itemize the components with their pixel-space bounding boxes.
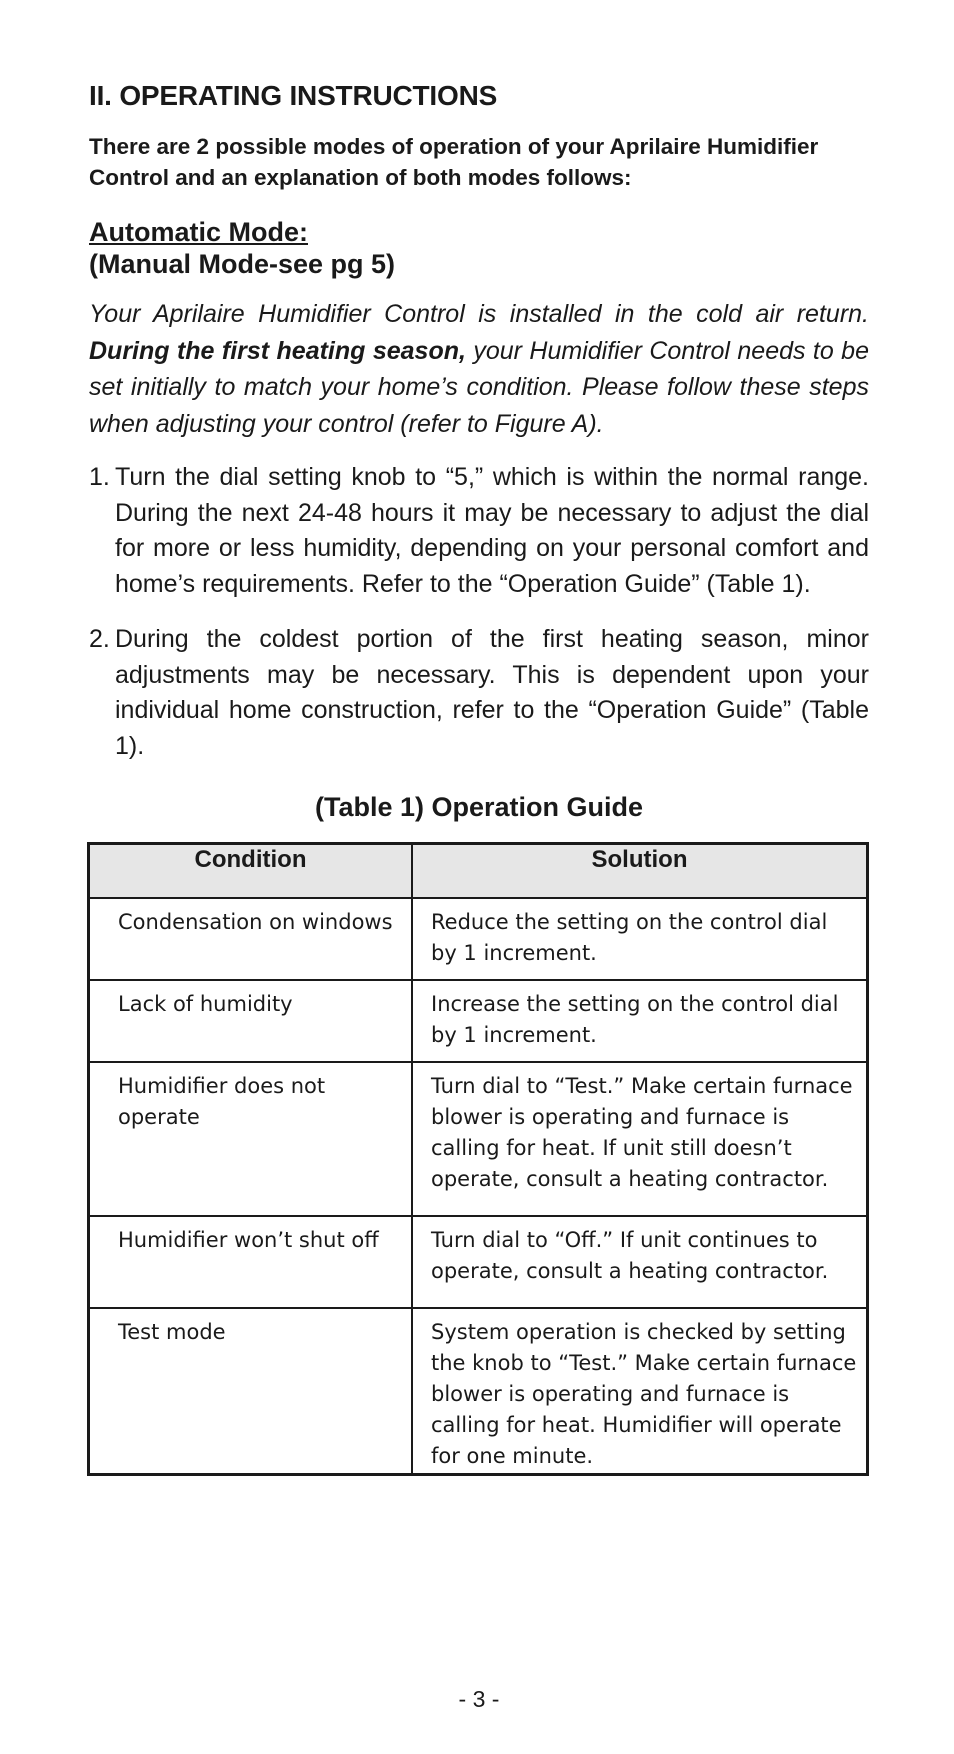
step-text: Turn the dial setting knob to “5,” which is within the normal range. During the next 24-48 hours it may be necessary to adjust the dial for more or less humidity, depending on your personal comfort and home’s requirements. Refer to the “Operation Guide” (Table 1). [115,463,869,598]
condition-cell: Test mode [89,1308,413,1475]
lead-bold-text: During the first heating season, [89,336,466,365]
condition-cell: Condensation on windows [89,898,413,980]
steps-list [89,460,869,784]
table-row [89,1308,868,1475]
intro-paragraph: There are 2 possible modes of operation of your Aprilaire Humidifier Control and an explanation of both modes follows: [89,134,819,190]
lead-text-2: your Humidifier Control needs to be set initially to match your home’s condition. Please follow these steps when adjusting your control (refer to Figure A). [89,336,869,438]
step-item [89,460,869,602]
step-item [89,622,869,764]
step-number: 1. [89,463,110,491]
table-title: (Table 1) Operation Guide [314,792,644,822]
manual-mode-reference: (Manual Mode-see pg 5) [89,249,396,279]
table-row [89,1216,868,1308]
table-row [89,1062,868,1216]
solution-cell: System operation is checked by setting the knob to “Test.” Make certain furnace blower is operating and furnace is calling for heat. Humidifier will operate for one minute. [412,1308,868,1475]
lead-text-1: Your Aprilaire Humidifier Control is installed in the cold air return. [89,300,869,328]
solution-cell: Turn dial to “Off.” If unit continues to operate, consult a heating contractor. [412,1216,868,1308]
condition-cell: Humidifier won’t shut off [89,1216,413,1308]
table-row [89,980,868,1062]
step-text: During the coldest portion of the first heating season, minor adjustments may be necessary. This is dependent upon your individual home construction, refer to the “Operation Guide” (Table 1). [115,625,869,760]
mode-heading-block [89,216,395,280]
solution-cell: Increase the setting on the control dial by 1 increment. [412,980,868,1062]
page-number: - 3 - [458,1686,500,1712]
automatic-mode-heading: Automatic Mode: [89,217,308,247]
operation-guide-table [87,842,869,1476]
step-number: 2. [89,625,110,653]
header-condition: Condition [89,844,413,899]
solution-cell: Turn dial to “Test.” Make certain furnace blower is operating and furnace is calling for heat. If unit still doesn’t operate, consult a heating contractor. [412,1062,868,1216]
header-solution: Solution [412,844,868,899]
condition-cell: Lack of humidity [89,980,413,1062]
section-title: II. OPERATING INSTRUCTIONS [89,80,498,111]
lead-paragraph [89,296,869,442]
condition-cell: Humidifier does not operate [89,1062,413,1216]
table-header-row [89,844,868,899]
table-row [89,898,868,980]
solution-cell: Reduce the setting on the control dial by 1 increment. [412,898,868,980]
